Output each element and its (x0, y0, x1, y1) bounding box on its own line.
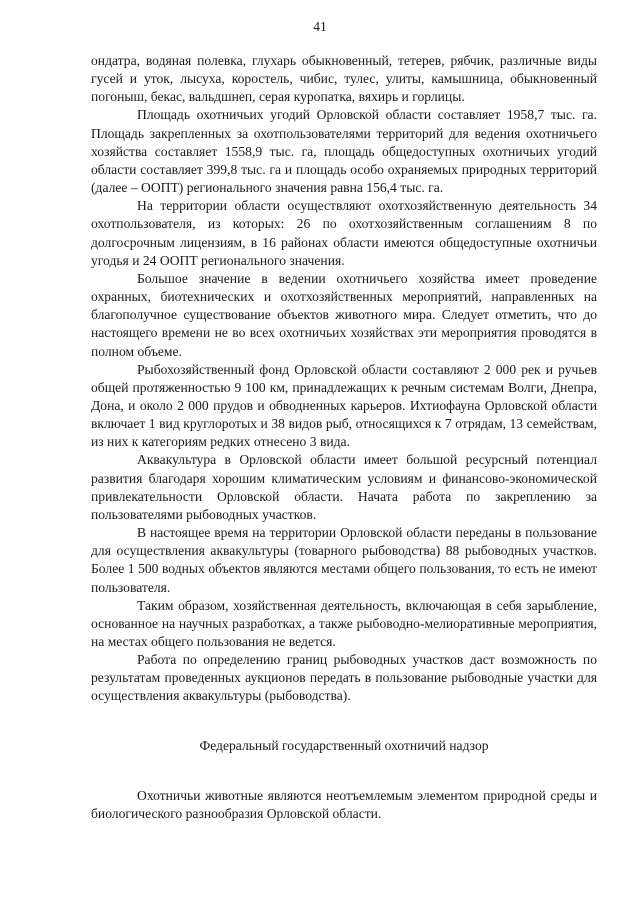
paragraph-hunting-animals: Охотничьи животные являются неотъемлемым элементом природной среды и биологического разнообразия Орловской области. (91, 787, 597, 821)
paragraph-fishery-fund: Рыбохозяйственный фонд Орловской области составляют 2 000 рек и ручьев общей протяженностью 9 100 км, принадлежащих к речным системам Волги, Днепра, Дона, и около 2 000 прудов и обводненных карьеров. Ихтиофауна Орловской области включает 1 вид круглоротых и 38 видов рыб, относящихся к 7 отрядам, 13 семействам, из них к категориям редких отнесено 3 вида. (91, 361, 597, 450)
paragraph-site-boundaries: Работа по определению границ рыбоводных участков даст возможность по результатам проведенных аукционов передать в пользование рыбоводные участки для осуществления аквакультуры (рыбоводства). (91, 652, 597, 704)
paragraph-species-list: ондатра, водяная полевка, глухарь обыкновенный, тетерев, рябчик, различные виды гусей и уток, лысуха, коростель, чибис, тулес, улиты, камышница, обыкновенный погоныш, бекас, вальдшнеп, серая куропатка, вяхирь и горлицы. (91, 53, 597, 105)
paragraph-aquaculture-potential: Аквакультура в Орловской области имеет большой ресурсный потенциал развития благодаря хорошим климатическим условиям и финансово-экономической привлекательности Орловской области. Начата работа по закреплению за пользователями рыбоводных участков. (91, 452, 597, 522)
section-heading: Федеральный государственный охотничий надзор (199, 737, 489, 753)
paragraph-public-waters: Таким образом, хозяйственная деятельность, включающая в себя зарыбление, основанное на научных разработках, а также рыбоводно-мелиоративные мероприятия, на местах общего пользования не ведется. (91, 597, 597, 649)
page-number: 41 (313, 19, 327, 34)
paragraph-fish-farming-sites: В настоящее время на территории Орловской области переданы в пользование для осуществления аквакультуры (товарного рыбоводства) 88 рыбоводных участков. Более 1 500 водных объектов являются местами общего пользования, то есть не имеют пользователя. (91, 525, 597, 595)
document-body (91, 52, 597, 823)
paragraph-hunting-users: На территории области осуществляют охотхозяйственную деятельность 34 охотпользователя, из которых: 26 по охотхозяйственным соглашениям 8 по долгосрочным лицензиям, в 16 районах области имеются общедоступные охотничьи угодья и 24 ООПТ регионального значения. (91, 198, 597, 268)
paragraph-protection-measures: Большое значение в ведении охотничьего хозяйства имеет проведение охранных, биотехнических и охотхозяйственных мероприятий, направленных на благополучное существование объектов животного мира. Следует отметить, что до настоящего времени не во всех охотничьих хозяйствах эти мероприятия проводятся в полном объеме. (91, 270, 597, 359)
paragraph-hunting-area: Площадь охотничьих угодий Орловской области составляет 1958,7 тыс. га. Площадь закрепленных за охотпользователями территорий для ведения охотничьего хозяйства составляет 1558,9 тыс. га, площадь общедоступных охотничьих угодий области составляет 399,8 тыс. га и площадь особо охраняемых природных территорий (далее – ООПТ) регионального значения равна 156,4 тыс. га. (91, 107, 597, 196)
